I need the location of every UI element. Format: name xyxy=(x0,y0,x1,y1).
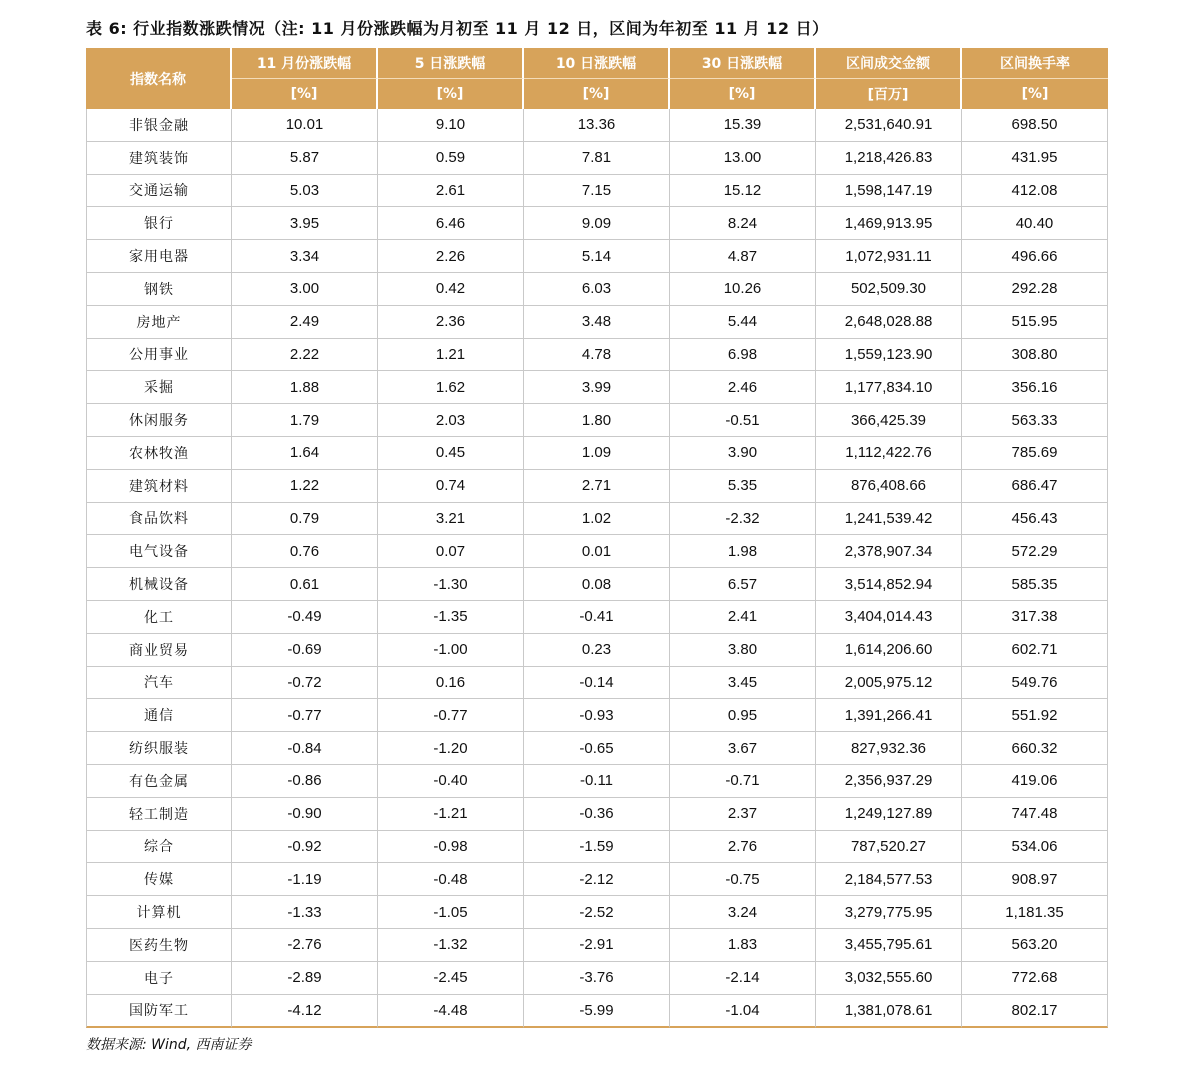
table-row xyxy=(86,437,1108,470)
value-cell: -1.32 xyxy=(378,929,524,962)
value-cell: -2.32 xyxy=(670,503,816,536)
header-index-name: 指数名称 xyxy=(86,46,232,109)
value-cell: 3.34 xyxy=(232,240,378,273)
table-row xyxy=(86,503,1108,536)
value-cell: 2.41 xyxy=(670,601,816,634)
value-cell: 1.62 xyxy=(378,371,524,404)
value-cell: 3.95 xyxy=(232,207,378,240)
table-row xyxy=(86,896,1108,929)
value-cell: 908.97 xyxy=(962,863,1108,896)
table-row xyxy=(86,306,1108,339)
value-cell: 5.35 xyxy=(670,470,816,503)
industry-name-cell: 有色金属 xyxy=(86,765,232,798)
value-cell: 1.88 xyxy=(232,371,378,404)
value-cell: 3.48 xyxy=(524,306,670,339)
value-cell: 2.76 xyxy=(670,831,816,864)
value-cell: 1.02 xyxy=(524,503,670,536)
value-cell: 2.37 xyxy=(670,798,816,831)
value-cell: 0.59 xyxy=(378,142,524,175)
value-cell: -2.76 xyxy=(232,929,378,962)
value-cell: -0.84 xyxy=(232,732,378,765)
table-row xyxy=(86,142,1108,175)
value-cell: 3.21 xyxy=(378,503,524,536)
value-cell: -1.59 xyxy=(524,831,670,864)
value-cell: 3.24 xyxy=(670,896,816,929)
value-cell: 551.92 xyxy=(962,699,1108,732)
value-cell: 2.26 xyxy=(378,240,524,273)
value-cell: 2,005,975.12 xyxy=(816,667,962,700)
value-cell: 0.23 xyxy=(524,634,670,667)
value-cell: 515.95 xyxy=(962,306,1108,339)
industry-name-cell: 采掘 xyxy=(86,371,232,404)
value-cell: 0.95 xyxy=(670,699,816,732)
value-cell: -0.48 xyxy=(378,863,524,896)
value-cell: 5.03 xyxy=(232,175,378,208)
table-row xyxy=(86,601,1108,634)
value-cell: 3.80 xyxy=(670,634,816,667)
value-cell: 2.03 xyxy=(378,404,524,437)
value-cell: 572.29 xyxy=(962,535,1108,568)
industry-name-cell: 建筑材料 xyxy=(86,470,232,503)
value-cell: -0.86 xyxy=(232,765,378,798)
value-cell: 1,559,123.90 xyxy=(816,339,962,372)
industry-name-cell: 汽车 xyxy=(86,667,232,700)
value-cell: -3.76 xyxy=(524,962,670,995)
value-cell: 6.57 xyxy=(670,568,816,601)
value-cell: -0.93 xyxy=(524,699,670,732)
table-row xyxy=(86,765,1108,798)
value-cell: -0.65 xyxy=(524,732,670,765)
value-cell: -0.11 xyxy=(524,765,670,798)
value-cell: 1.80 xyxy=(524,404,670,437)
industry-name-cell: 化工 xyxy=(86,601,232,634)
value-cell: 1,391,266.41 xyxy=(816,699,962,732)
value-cell: 602.71 xyxy=(962,634,1108,667)
value-cell: 13.36 xyxy=(524,109,670,142)
value-cell: 0.01 xyxy=(524,535,670,568)
value-cell: 3,455,795.61 xyxy=(816,929,962,962)
industry-name-cell: 计算机 xyxy=(86,896,232,929)
value-cell: 4.78 xyxy=(524,339,670,372)
industry-name-cell: 机械设备 xyxy=(86,568,232,601)
value-cell: -0.69 xyxy=(232,634,378,667)
value-cell: -0.98 xyxy=(378,831,524,864)
value-cell: 0.74 xyxy=(378,470,524,503)
table-row xyxy=(86,339,1108,372)
value-cell: 686.47 xyxy=(962,470,1108,503)
industry-name-cell: 纺织服装 xyxy=(86,732,232,765)
industry-name-cell: 休闲服务 xyxy=(86,404,232,437)
value-cell: 496.66 xyxy=(962,240,1108,273)
value-cell: 412.08 xyxy=(962,175,1108,208)
value-cell: -1.00 xyxy=(378,634,524,667)
table-row xyxy=(86,371,1108,404)
value-cell: 827,932.36 xyxy=(816,732,962,765)
table-row xyxy=(86,535,1108,568)
value-cell: 534.06 xyxy=(962,831,1108,864)
value-cell: 1.64 xyxy=(232,437,378,470)
value-cell: 4.87 xyxy=(670,240,816,273)
table-row xyxy=(86,470,1108,503)
column-header-unit: [百万] xyxy=(816,79,962,109)
industry-name-cell: 农林牧渔 xyxy=(86,437,232,470)
value-cell: 502,509.30 xyxy=(816,273,962,306)
value-cell: 772.68 xyxy=(962,962,1108,995)
value-cell: 0.61 xyxy=(232,568,378,601)
value-cell: 747.48 xyxy=(962,798,1108,831)
value-cell: 0.16 xyxy=(378,667,524,700)
column-header-label: 5 日涨跌幅 xyxy=(378,46,524,79)
value-cell: 15.39 xyxy=(670,109,816,142)
value-cell: 5.87 xyxy=(232,142,378,175)
table-row xyxy=(86,667,1108,700)
table-row xyxy=(86,634,1108,667)
value-cell: 3,032,555.60 xyxy=(816,962,962,995)
value-cell: 10.01 xyxy=(232,109,378,142)
value-cell: 366,425.39 xyxy=(816,404,962,437)
value-cell: 1,181.35 xyxy=(962,896,1108,929)
value-cell: 1,072,931.11 xyxy=(816,240,962,273)
value-cell: 6.03 xyxy=(524,273,670,306)
column-header-unit: [%] xyxy=(670,79,816,109)
value-cell: 802.17 xyxy=(962,995,1108,1029)
industry-index-table xyxy=(86,46,1108,1028)
table-header xyxy=(86,46,1108,109)
industry-name-cell: 商业贸易 xyxy=(86,634,232,667)
table-row xyxy=(86,929,1108,962)
industry-name-cell: 钢铁 xyxy=(86,273,232,306)
value-cell: 0.07 xyxy=(378,535,524,568)
value-cell: 1,112,422.76 xyxy=(816,437,962,470)
column-header-unit: [%] xyxy=(232,79,378,109)
value-cell: -0.49 xyxy=(232,601,378,634)
value-cell: 2.36 xyxy=(378,306,524,339)
value-cell: 1,177,834.10 xyxy=(816,371,962,404)
table-row xyxy=(86,732,1108,765)
value-cell: -0.71 xyxy=(670,765,816,798)
value-cell: -2.45 xyxy=(378,962,524,995)
industry-name-cell: 综合 xyxy=(86,831,232,864)
value-cell: 2.46 xyxy=(670,371,816,404)
value-cell: 456.43 xyxy=(962,503,1108,536)
value-cell: -1.04 xyxy=(670,995,816,1029)
value-cell: -0.75 xyxy=(670,863,816,896)
column-header-label: 区间换手率 xyxy=(962,46,1108,79)
value-cell: 5.14 xyxy=(524,240,670,273)
value-cell: -1.05 xyxy=(378,896,524,929)
value-cell: 1.22 xyxy=(232,470,378,503)
value-cell: 6.46 xyxy=(378,207,524,240)
value-cell: 5.44 xyxy=(670,306,816,339)
value-cell: 3,514,852.94 xyxy=(816,568,962,601)
value-cell: -2.12 xyxy=(524,863,670,896)
value-cell: 2.71 xyxy=(524,470,670,503)
value-cell: 15.12 xyxy=(670,175,816,208)
data-source-note: 数据来源: Wind, 西南证券 xyxy=(86,1037,252,1053)
value-cell: -0.77 xyxy=(232,699,378,732)
value-cell: -0.41 xyxy=(524,601,670,634)
value-cell: 1.21 xyxy=(378,339,524,372)
value-cell: -2.52 xyxy=(524,896,670,929)
value-cell: 3.67 xyxy=(670,732,816,765)
table-row xyxy=(86,404,1108,437)
industry-name-cell: 交通运输 xyxy=(86,175,232,208)
industry-name-cell: 医药生物 xyxy=(86,929,232,962)
value-cell: 2,184,577.53 xyxy=(816,863,962,896)
value-cell: 563.33 xyxy=(962,404,1108,437)
value-cell: 2.49 xyxy=(232,306,378,339)
industry-name-cell: 建筑装饰 xyxy=(86,142,232,175)
value-cell: 785.69 xyxy=(962,437,1108,470)
value-cell: 1,469,913.95 xyxy=(816,207,962,240)
value-cell: -1.20 xyxy=(378,732,524,765)
table-title: 表 6: 行业指数涨跌情况（注: 11 月份涨跌幅为月初至 11 月 12 日，区间为年初至 11 月 12 日） xyxy=(86,19,829,38)
value-cell: 1,381,078.61 xyxy=(816,995,962,1029)
value-cell: -0.40 xyxy=(378,765,524,798)
column-header-label: 10 日涨跌幅 xyxy=(524,46,670,79)
value-cell: 2,378,907.34 xyxy=(816,535,962,568)
industry-name-cell: 房地产 xyxy=(86,306,232,339)
industry-name-cell: 传媒 xyxy=(86,863,232,896)
value-cell: 2.61 xyxy=(378,175,524,208)
value-cell: -0.77 xyxy=(378,699,524,732)
column-header-label: 30 日涨跌幅 xyxy=(670,46,816,79)
table-body xyxy=(86,109,1108,1028)
value-cell: -2.91 xyxy=(524,929,670,962)
value-cell: -0.51 xyxy=(670,404,816,437)
table-row xyxy=(86,207,1108,240)
table-row xyxy=(86,568,1108,601)
industry-name-cell: 公用事业 xyxy=(86,339,232,372)
industry-name-cell: 电气设备 xyxy=(86,535,232,568)
value-cell: -1.30 xyxy=(378,568,524,601)
value-cell: 2,531,640.91 xyxy=(816,109,962,142)
industry-name-cell: 食品饮料 xyxy=(86,503,232,536)
value-cell: 9.10 xyxy=(378,109,524,142)
value-cell: 317.38 xyxy=(962,601,1108,634)
column-header-unit: [%] xyxy=(962,79,1108,109)
value-cell: 2,356,937.29 xyxy=(816,765,962,798)
value-cell: 698.50 xyxy=(962,109,1108,142)
value-cell: -4.48 xyxy=(378,995,524,1029)
value-cell: 0.45 xyxy=(378,437,524,470)
value-cell: 787,520.27 xyxy=(816,831,962,864)
value-cell: 1,241,539.42 xyxy=(816,503,962,536)
value-cell: -0.92 xyxy=(232,831,378,864)
value-cell: -2.14 xyxy=(670,962,816,995)
value-cell: -0.14 xyxy=(524,667,670,700)
industry-name-cell: 非银金融 xyxy=(86,109,232,142)
industry-name-cell: 轻工制造 xyxy=(86,798,232,831)
value-cell: 2.22 xyxy=(232,339,378,372)
value-cell: 3.00 xyxy=(232,273,378,306)
industry-name-cell: 国防军工 xyxy=(86,995,232,1029)
column-header-label: 11 月份涨跌幅 xyxy=(232,46,378,79)
value-cell: 1,249,127.89 xyxy=(816,798,962,831)
value-cell: 1.83 xyxy=(670,929,816,962)
value-cell: 3,404,014.43 xyxy=(816,601,962,634)
value-cell: 0.76 xyxy=(232,535,378,568)
table-row xyxy=(86,240,1108,273)
value-cell: 2,648,028.88 xyxy=(816,306,962,339)
value-cell: 419.06 xyxy=(962,765,1108,798)
value-cell: 3.90 xyxy=(670,437,816,470)
table-row xyxy=(86,273,1108,306)
table-row xyxy=(86,863,1108,896)
value-cell: 660.32 xyxy=(962,732,1108,765)
value-cell: -0.90 xyxy=(232,798,378,831)
value-cell: -1.35 xyxy=(378,601,524,634)
industry-name-cell: 电子 xyxy=(86,962,232,995)
value-cell: 9.09 xyxy=(524,207,670,240)
value-cell: 13.00 xyxy=(670,142,816,175)
value-cell: -1.33 xyxy=(232,896,378,929)
value-cell: -4.12 xyxy=(232,995,378,1029)
value-cell: 7.15 xyxy=(524,175,670,208)
column-header-label: 区间成交金额 xyxy=(816,46,962,79)
value-cell: 0.79 xyxy=(232,503,378,536)
column-header-unit: [%] xyxy=(524,79,670,109)
value-cell: 6.98 xyxy=(670,339,816,372)
value-cell: 876,408.66 xyxy=(816,470,962,503)
table-row xyxy=(86,995,1108,1029)
value-cell: 431.95 xyxy=(962,142,1108,175)
table-row xyxy=(86,831,1108,864)
value-cell: 3.45 xyxy=(670,667,816,700)
industry-name-cell: 通信 xyxy=(86,699,232,732)
value-cell: 10.26 xyxy=(670,273,816,306)
table-row xyxy=(86,109,1108,142)
value-cell: 40.40 xyxy=(962,207,1108,240)
table-row xyxy=(86,699,1108,732)
value-cell: -2.89 xyxy=(232,962,378,995)
value-cell: 7.81 xyxy=(524,142,670,175)
value-cell: 292.28 xyxy=(962,273,1108,306)
column-header-unit: [%] xyxy=(378,79,524,109)
value-cell: 563.20 xyxy=(962,929,1108,962)
value-cell: 308.80 xyxy=(962,339,1108,372)
value-cell: 3,279,775.95 xyxy=(816,896,962,929)
value-cell: 585.35 xyxy=(962,568,1108,601)
value-cell: 1,614,206.60 xyxy=(816,634,962,667)
value-cell: 549.76 xyxy=(962,667,1108,700)
value-cell: -1.21 xyxy=(378,798,524,831)
industry-name-cell: 银行 xyxy=(86,207,232,240)
value-cell: -5.99 xyxy=(524,995,670,1029)
industry-name-cell: 家用电器 xyxy=(86,240,232,273)
value-cell: 3.99 xyxy=(524,371,670,404)
table-row xyxy=(86,962,1108,995)
value-cell: 1.98 xyxy=(670,535,816,568)
value-cell: 1,598,147.19 xyxy=(816,175,962,208)
value-cell: 0.42 xyxy=(378,273,524,306)
table-row xyxy=(86,798,1108,831)
value-cell: -0.72 xyxy=(232,667,378,700)
table-row xyxy=(86,175,1108,208)
value-cell: -1.19 xyxy=(232,863,378,896)
value-cell: -0.36 xyxy=(524,798,670,831)
value-cell: 8.24 xyxy=(670,207,816,240)
value-cell: 356.16 xyxy=(962,371,1108,404)
value-cell: 1.79 xyxy=(232,404,378,437)
value-cell: 1,218,426.83 xyxy=(816,142,962,175)
value-cell: 0.08 xyxy=(524,568,670,601)
value-cell: 1.09 xyxy=(524,437,670,470)
